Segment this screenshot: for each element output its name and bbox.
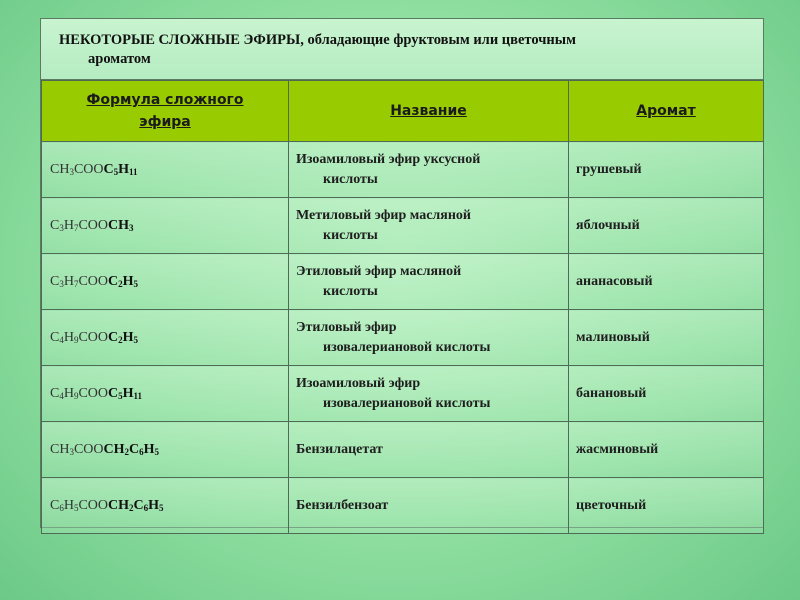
formula-part: C (103, 161, 114, 177)
name-cell (289, 478, 569, 534)
formula-part: H (118, 161, 130, 177)
formula-cell (42, 478, 289, 534)
formula-subscript: 6 (143, 502, 149, 513)
formula-part: C (108, 329, 119, 345)
formula-subscript: 4 (59, 334, 64, 345)
esters-table (41, 80, 764, 534)
slide-table-container (40, 18, 764, 528)
formula-part: H (148, 497, 160, 513)
ester-name-line-2: изовалериановой кислоты (323, 395, 491, 411)
formula-cell (42, 198, 289, 254)
formula-subscript: 7 (73, 222, 79, 233)
aroma-cell: жасминовый (569, 422, 764, 478)
formula-part: H (122, 385, 134, 401)
name-cell (289, 422, 569, 478)
formula-part: C (133, 497, 144, 513)
ester-name-line-1: Этиловый эфир масляной (296, 263, 462, 279)
ester-name-line-1: Метиловый эфир масляной (296, 207, 471, 223)
formula-subscript: 6 (139, 446, 144, 457)
formula-subscript: 5 (154, 446, 160, 457)
header-row (42, 81, 764, 142)
formula-subscript: 2 (124, 446, 130, 457)
formula-cell (42, 254, 289, 310)
aroma-cell: банановый (569, 366, 764, 422)
formula-part: CH (103, 441, 125, 457)
table-row (42, 254, 764, 310)
formula-subscript: 3 (69, 446, 74, 457)
table-row (42, 366, 764, 422)
slide-title (41, 19, 763, 80)
title-line-1: НЕКОТОРЫЕ СЛОЖНЫЕ ЭФИРЫ, обладающие фруктовым или цветочным (59, 32, 576, 48)
formula-subscript: 9 (73, 334, 79, 345)
formula-part: COO (78, 273, 109, 289)
formula-part: C (50, 385, 60, 401)
aroma-cell: малиновый (569, 310, 764, 366)
aroma-cell: грушевый (569, 142, 764, 198)
aroma-cell: яблочный (569, 198, 764, 254)
ester-name-line-1: Изоамиловый эфир (296, 375, 421, 391)
header-formula: Формула сложного эфира (42, 81, 289, 142)
formula-subscript: 5 (159, 502, 164, 513)
name-cell (289, 366, 569, 422)
name-cell (289, 142, 569, 198)
formula-part: COO (73, 161, 104, 177)
ester-name-line-2: изовалериановой кислоты (323, 339, 491, 355)
name-cell (289, 198, 569, 254)
formula-subscript: 5 (113, 166, 119, 177)
formula-subscript: 11 (129, 166, 138, 177)
formula-subscript: 5 (133, 334, 139, 345)
formula-part: H (63, 217, 74, 233)
ester-name-line-1: Этиловый эфир (296, 319, 397, 335)
name-cell (289, 310, 569, 366)
name-cell (289, 254, 569, 310)
formula-part: C (50, 217, 60, 233)
ester-name-line-2: кислоты (323, 227, 378, 243)
formula-subscript: 5 (133, 278, 139, 289)
header-aroma: Аромат (569, 81, 764, 142)
formula-subscript: 5 (73, 502, 79, 513)
formula-part: COO (78, 497, 109, 513)
formula-part: CH (108, 497, 130, 513)
formula-part: H (143, 441, 155, 457)
formula-part: C (108, 273, 119, 289)
table-row (42, 478, 764, 534)
formula-cell (42, 310, 289, 366)
formula-part: COO (78, 329, 109, 345)
formula-subscript: 6 (59, 502, 64, 513)
formula-subscript: 11 (133, 390, 143, 401)
formula-part: H (63, 497, 74, 513)
formula-cell (42, 142, 289, 198)
formula-part: H (63, 273, 74, 289)
formula-subscript: 4 (59, 390, 64, 401)
formula-part: H (122, 273, 134, 289)
formula-cell (42, 366, 289, 422)
formula-part: H (63, 385, 74, 401)
table-row (42, 422, 764, 478)
formula-part: C (50, 273, 60, 289)
formula-cell (42, 422, 289, 478)
formula-part: CH (50, 441, 70, 457)
formula-part: H (63, 329, 74, 345)
formula-subscript: 3 (69, 166, 74, 177)
aroma-cell: цветочный (569, 478, 764, 534)
formula-subscript: 5 (118, 390, 123, 401)
formula-subscript: 3 (59, 278, 64, 289)
formula-subscript: 2 (118, 278, 123, 289)
formula-subscript: 3 (59, 222, 64, 233)
aroma-cell: ананасовый (569, 254, 764, 310)
formula-part: C (108, 385, 119, 401)
formula-part: CH (50, 161, 70, 177)
table-row (42, 142, 764, 198)
formula-part: C (129, 441, 140, 457)
ester-name-line-1: Бензилбензоат (296, 497, 389, 513)
formula-subscript: 2 (118, 334, 123, 345)
formula-part: C (50, 329, 60, 345)
formula-part: H (122, 329, 134, 345)
title-line-2: ароматом (88, 51, 151, 67)
table-row (42, 310, 764, 366)
formula-subscript: 7 (73, 278, 79, 289)
formula-part: C (50, 497, 60, 513)
formula-part: COO (78, 385, 109, 401)
formula-part: CH (108, 217, 130, 233)
formula-subscript: 9 (73, 390, 79, 401)
formula-part: COO (73, 441, 104, 457)
formula-part: COO (78, 217, 109, 233)
table-row (42, 198, 764, 254)
ester-name-line-1: Бензилацетат (296, 441, 383, 457)
ester-name-line-2: кислоты (323, 171, 378, 187)
formula-subscript: 3 (129, 222, 134, 233)
table-body (42, 142, 764, 534)
formula-subscript: 2 (129, 502, 134, 513)
ester-name-line-2: кислоты (323, 283, 378, 299)
header-name: Название (289, 81, 569, 142)
ester-name-line-1: Изоамиловый эфир уксусной (296, 151, 481, 167)
